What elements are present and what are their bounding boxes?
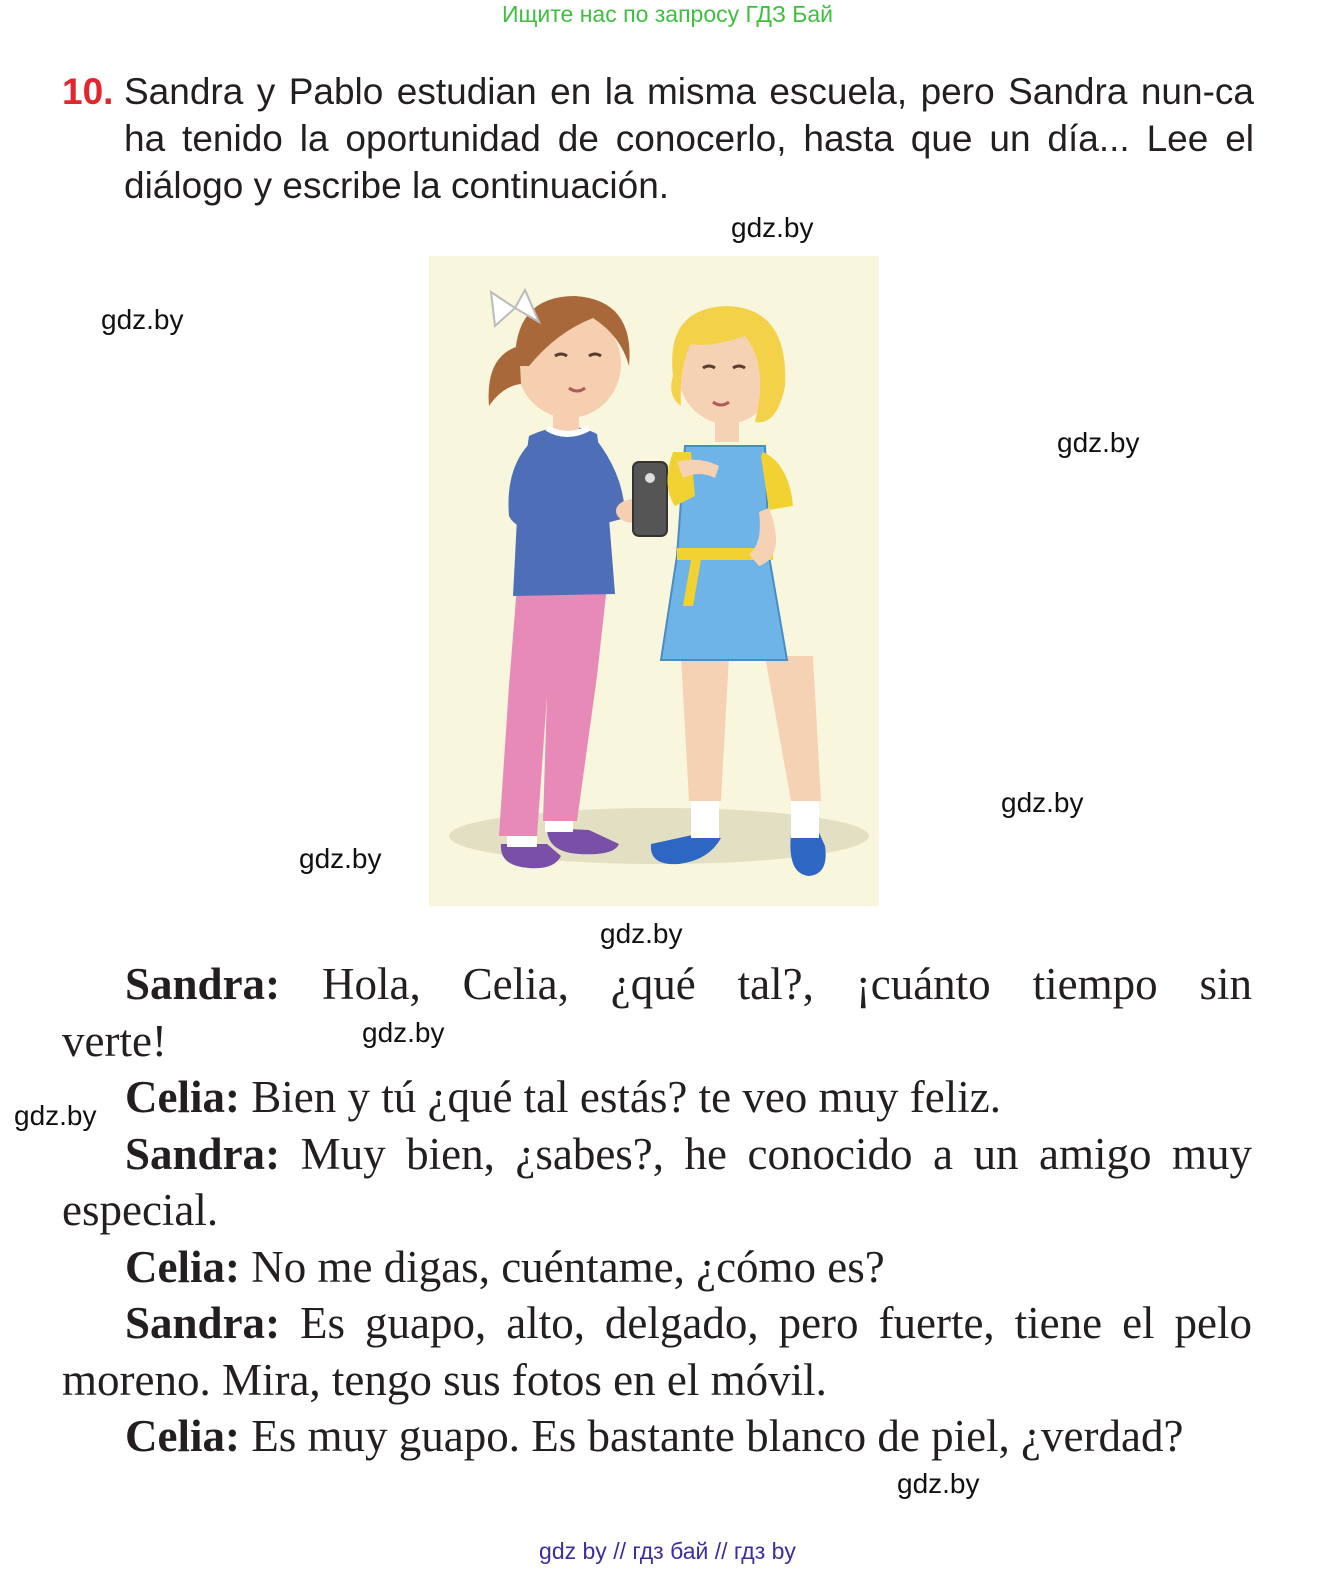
dialogue-line: Celia: Es muy guapo. Es bastante blanco de piel, ¿verdad?: [125, 1411, 1184, 1461]
dialogue-line: Sandra: Hola, Celia, ¿qué tal?, ¡cuánto tiempo sin: [125, 959, 1252, 1009]
watermark: gdz.by: [897, 1468, 980, 1499]
dialogue-text: Bien y tú ¿qué tal estás? te veo muy feliz.: [251, 1072, 1001, 1122]
speaker-name: Sandra: [125, 1298, 266, 1348]
dialogue-line: Celia: Bien y tú ¿qué tal estás? te veo muy feliz.: [125, 1072, 1001, 1122]
speaker-name: Celia: [125, 1072, 225, 1122]
dialogue-text: Es guapo, alto, delgado, pero fuerte, tiene el pelo moreno. Mira, tengo sus fotos en el móvil.: [62, 1298, 1253, 1405]
speaker-name: Sandra: [125, 959, 266, 1009]
dialogue-text: Hola, Celia, ¿qué tal?, ¡cuánto tiempo sin: [321, 959, 1252, 1009]
watermark: gdz.by: [299, 843, 382, 874]
dialogue-line: Sandra: Muy bien, ¿sabes?, he conocido a un amigo muy especial.: [62, 1128, 1253, 1235]
watermark: gdz.by: [14, 1100, 97, 1131]
dialogue-text: Muy bien, ¿sabes?, he conocido a un amigo muy especial.: [62, 1128, 1253, 1235]
dialogue-text: No me digas, cuéntame, ¿cómo es?: [251, 1241, 885, 1292]
dialogue: [62, 956, 1252, 1465]
watermark: gdz.by: [101, 304, 184, 335]
speaker-name: Sandra: [125, 1128, 266, 1179]
watermark: gdz.by: [1001, 787, 1084, 818]
watermark: gdz.by: [362, 1017, 445, 1048]
speaker-name: Celia: [125, 1241, 225, 1292]
dialogue-line: Sandra: Es guapo, alto, delgado, pero fuerte, tiene el pelo moreno. Mira, tengo sus fotos en el móvil.: [62, 1298, 1253, 1405]
watermark: gdz.by: [600, 918, 683, 949]
dialogue-text: Es muy guapo. Es bastante blanco de piel, ¿verdad?: [251, 1411, 1184, 1461]
dialogue-line: Celia: No me digas, cuéntame, ¿cómo es?: [125, 1241, 885, 1292]
illustration-two-girls: [429, 256, 879, 906]
exercise-number: 10.: [62, 71, 114, 112]
watermark: gdz.by: [1057, 427, 1140, 458]
watermark: gdz.by: [731, 212, 814, 243]
exercise-instructions: Sandra y Pablo estudian en la misma escuela, pero Sandra nun-ca ha tenido la oportunidad de conocerlo, hasta que un día... Lee el diálogo y escribe la continuación.: [124, 71, 1254, 206]
dialogue-continuation: verte!: [62, 1015, 167, 1066]
top-banner: Ищите нас по запросу ГДЗ Бай: [501, 1, 834, 27]
speaker-name: Celia: [125, 1411, 225, 1461]
footer-links: gdz by // гдз бай // гдз by: [539, 1538, 796, 1564]
